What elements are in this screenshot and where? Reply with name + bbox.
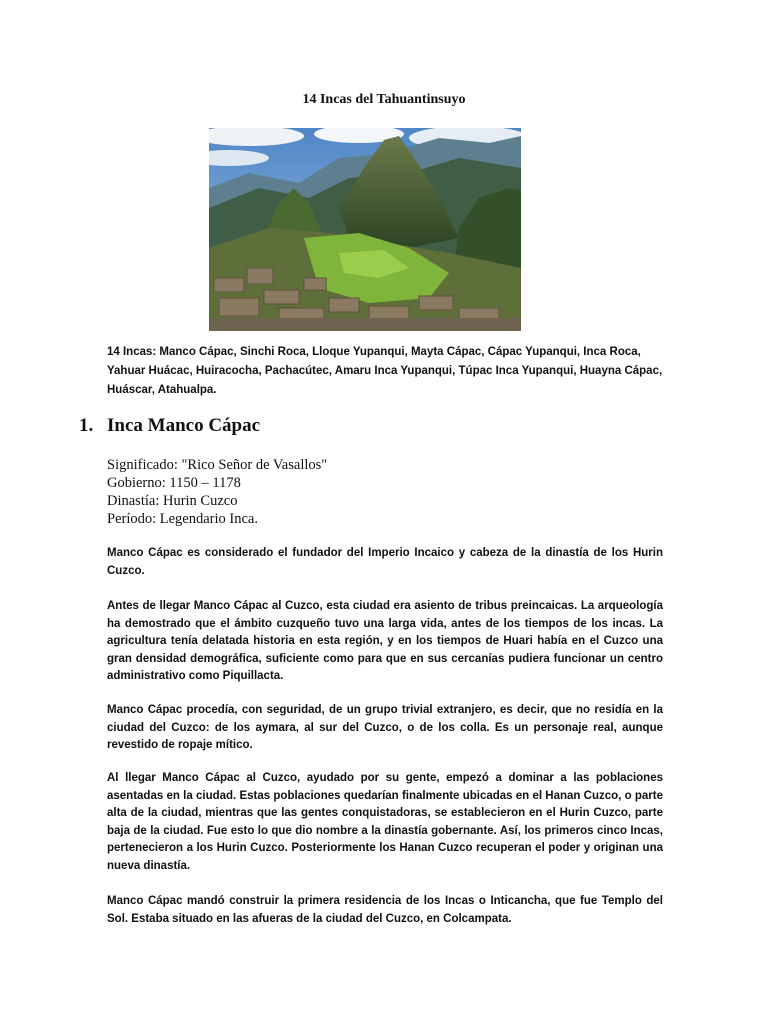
incas-list-paragraph: 14 Incas: Manco Cápac, Sinchi Roca, Lloque Yupanqui, Mayta Cápac, Cápac Yupanqui, Inca Roca, Yahuar Huácac, Huiracocha, Pachacútec, Amaru Inca Yupanqui, Túpac Inca Yupanqui, Huayna Cápac, Huáscar, Atahualpa.: [107, 346, 663, 396]
document-title: 14 Incas del Tahuantinsuyo: [302, 92, 466, 107]
facts-block: [107, 456, 327, 528]
section-title: Inca Manco Cápac: [107, 415, 261, 436]
fact-periodo: Período: Legendario Inca.: [107, 511, 258, 527]
section-heading: [79, 415, 260, 437]
fact-gobierno: Gobierno: 1150 – 1178: [107, 475, 241, 491]
fact-significado: Significado: "Rico Señor de Vasallos": [107, 457, 328, 473]
machu-picchu-photo: [209, 128, 521, 331]
fact-dinastia: Dinastía: Hurin Cuzco: [107, 493, 238, 509]
paragraph-3: Manco Cápac procedía, con seguridad, de un grupo trivial extranjero, es decir, que no residía en la ciudad del Cuzco: de los aymara, al sur del Cuzco, o de los colla. Es un personaje real, aunque revestido de ropaje mítico.: [107, 704, 663, 751]
section-number: 1.: [79, 415, 94, 436]
paragraph-1: Manco Cápac es considerado el fundador del Imperio Incaico y cabeza de la dinastía de los Hurin Cuzco.: [107, 547, 663, 577]
paragraph-2: Antes de llegar Manco Cápac al Cuzco, esta ciudad era asiento de tribus preincaicas. La arqueología ha demostrado que el ámbito cuzqueño tuvo una larga vida, antes de los tiempos de los incas. La agricultura tenía delatada historia en esta región, y en los tiempos de Huari había en el Cuzco una gran densidad demográfica, suficiente como para que en sus cercanías pudiera funcionar un centro administrativo como Piquillacta.: [107, 600, 663, 682]
paragraph-5: Manco Cápac mandó construir la primera residencia de los Incas o Inticancha, que fue Templo del Sol. Estaba situado en las afueras de la ciudad del Cuzco, en Colcampata.: [107, 895, 663, 925]
paragraph-4: Al llegar Manco Cápac al Cuzco, ayudado por su gente, empezó a dominar a las poblaciones asentadas en la ciudad. Estas poblaciones quedarían finalmente ubicadas en el Hanan Cuzco, o parte alta de la ciudad, mientras que las gentes conquistadoras, se establecieron en el Hurin Cuzco, parte baja de la ciudad. Fue esto lo que dio nombre a la dinastía gobernante. Así, los primeros cinco Incas, pertenecieron a los Hurin Cuzco. Posteriormente los Hanan Cuzco recuperan el poder y originan una nueva dinastía.: [107, 772, 663, 872]
